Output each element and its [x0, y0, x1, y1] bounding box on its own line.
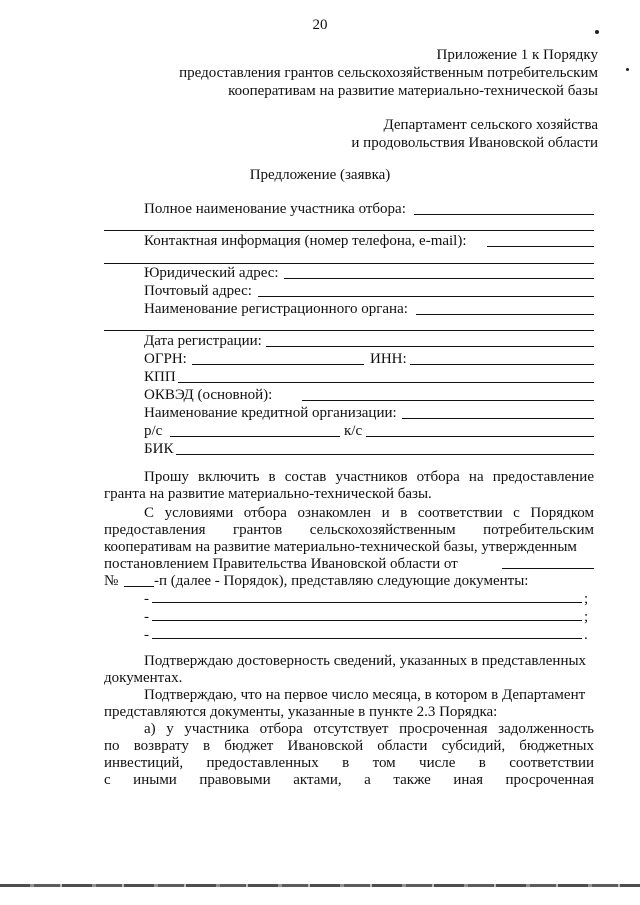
contact-label: Контактная информация (номер телефона, e-mail): [144, 233, 467, 249]
p3-line1: Подтверждаю достоверность сведений, указанных в представленных [144, 653, 587, 669]
scan-mark [595, 30, 599, 34]
addressee-line-1: Департамент сельского хозяйства [383, 117, 598, 133]
postal-address-field[interactable] [258, 296, 594, 297]
doc-dash-3: - [144, 627, 149, 643]
kpp-field[interactable] [178, 382, 594, 383]
doc-end-2: ; [584, 609, 589, 625]
document-field-1[interactable] [152, 602, 582, 603]
p2-line5: -п (далее - Порядок), представляю следующие документы: [154, 573, 529, 589]
p4-line2: представляются документы, указанные в пункте 2.3 Порядка: [104, 704, 498, 720]
appendix-line-2: предоставления грантов сельскохозяйственным потребительским [179, 65, 598, 81]
document-title: Предложение (заявка) [249, 167, 391, 183]
decree-number-prefix: № [104, 573, 119, 589]
kpp-label: КПП [144, 369, 176, 385]
doc-dash-2: - [144, 609, 149, 625]
addressee-line-2: и продовольствия Ивановской области [351, 135, 598, 151]
bik-field[interactable] [176, 454, 594, 455]
full-name-field[interactable] [414, 214, 594, 215]
reg-authority-label: Наименование регистрационного органа: [144, 301, 408, 317]
p5-line1: а) у участника отбора отсутствует просроченная задолженность [144, 721, 594, 737]
document-field-3[interactable] [152, 638, 582, 639]
decree-number-field[interactable] [124, 586, 154, 587]
ks-field[interactable] [366, 436, 594, 437]
page-number: 20 [312, 17, 328, 33]
ogrn-field[interactable] [192, 364, 364, 365]
reg-date-label: Дата регистрации: [144, 333, 262, 349]
reg-authority-field[interactable] [416, 314, 594, 315]
contact-field[interactable] [487, 246, 594, 247]
okved-field[interactable] [302, 400, 594, 401]
legal-address-label: Юридический адрес: [144, 265, 279, 281]
bank-name-label: Наименование кредитной организации: [144, 405, 397, 421]
p5-line4: с иными правовыми актами, а также иная просроченная [104, 772, 594, 788]
bank-name-field[interactable] [402, 418, 594, 419]
reg-authority-field-cont[interactable] [104, 330, 594, 331]
appendix-line-3: кооперативам на развитие материально-технической базы [228, 83, 598, 99]
p4-line1: Подтверждаю, что на первое число месяца, в котором в Департамент [144, 687, 586, 703]
okved-label: ОКВЭД (основной): [144, 387, 273, 403]
scan-mark [626, 68, 629, 71]
postal-address-label: Почтовый адрес: [144, 283, 252, 299]
p2-line4: постановлением Правительства Ивановской области от [104, 556, 458, 572]
p3-line2: документах. [104, 670, 183, 686]
legal-address-field[interactable] [284, 278, 594, 279]
full-name-label: Полное наименование участника отбора: [144, 201, 406, 217]
doc-end-3: . [584, 627, 588, 643]
bik-label: БИК [144, 441, 174, 457]
doc-end-1: ; [584, 591, 589, 607]
p5-line3: инвестиций, предоставленных в том числе в соответствии [104, 755, 594, 771]
reg-date-field[interactable] [266, 346, 594, 347]
p2-line2: предоставления грантов сельскохозяйственным потребительским [104, 522, 594, 538]
decree-date-field[interactable] [502, 568, 594, 569]
ogrn-label: ОГРН: [144, 351, 187, 367]
inn-field[interactable] [410, 364, 594, 365]
p1-line2: гранта на развитие материально-технической базы. [104, 486, 432, 502]
p2-line1: С условиями отбора ознакомлен и в соответствии с Порядком [144, 505, 594, 521]
ks-label: к/с [344, 423, 363, 439]
scan-edge-artifact [0, 884, 640, 887]
rs-field[interactable] [170, 436, 340, 437]
p1-line1: Прошу включить в состав участников отбора на предоставление [144, 469, 594, 485]
document-field-2[interactable] [152, 620, 582, 621]
inn-label: ИНН: [370, 351, 407, 367]
appendix-line-1: Приложение 1 к Порядку [436, 47, 598, 63]
full-name-field-cont[interactable] [104, 230, 594, 231]
doc-dash-1: - [144, 591, 149, 607]
p5-line2: по возврату в бюджет Ивановской области субсидий, бюджетных [104, 738, 594, 754]
p2-line3: кооперативам на развитие материально-технической базы, утвержденным [104, 539, 577, 555]
rs-label: р/с [144, 423, 163, 439]
